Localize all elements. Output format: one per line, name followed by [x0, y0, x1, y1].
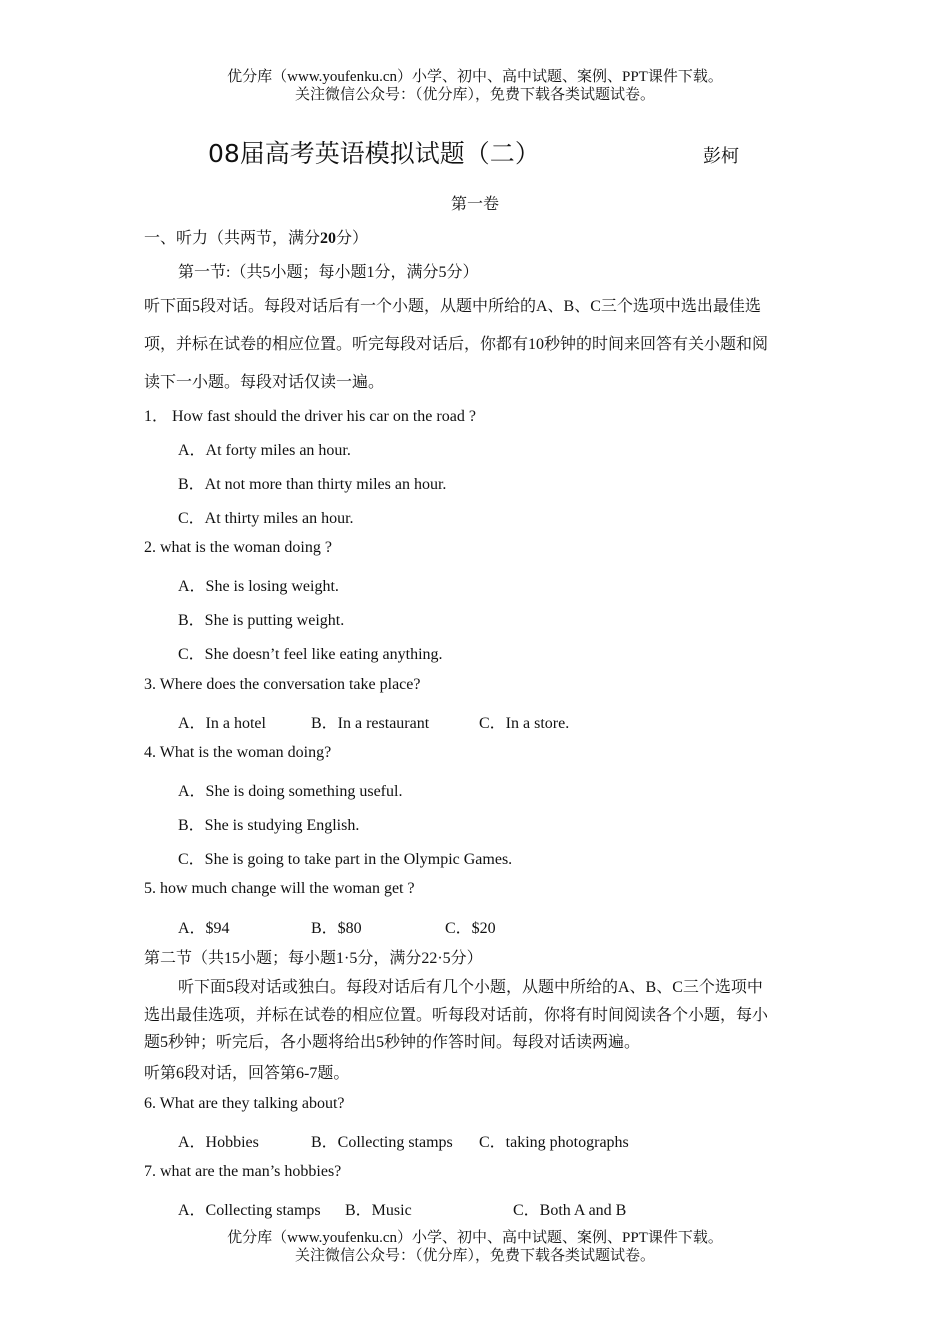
- q6-option-c: C．taking photographs: [479, 1134, 629, 1151]
- part2-instructions-line3: 题5秒钟；听完后，各小题将给出5秒钟的作答时间。每段对话读两遍。: [144, 1034, 641, 1051]
- q3-option-a: A．In a hotel: [178, 715, 266, 732]
- part1-instructions-line2: 项，并标在试卷的相应位置。听完每段对话后，你都有10秒钟的时间来回答有关小题和阅: [144, 336, 769, 353]
- question-7: 7. what are the man’s hobbies?: [144, 1163, 342, 1180]
- section1-heading: 一、听力（共两节，满分20分）: [144, 230, 369, 247]
- question-5: 5. how much change will the woman get ?: [144, 880, 415, 897]
- q6-option-a: A．Hobbies: [178, 1134, 259, 1151]
- q2-option-b: B．She is putting weight.: [178, 612, 345, 629]
- q4-option-b: B．She is studying English.: [178, 817, 360, 834]
- question-6: 6. What are they talking about?: [144, 1095, 345, 1112]
- q5-option-b: B．$80: [311, 920, 362, 937]
- part1-instructions-line3: 读下一小题。每段对话仅读一遍。: [144, 374, 385, 391]
- q3-option-c: C．In a store.: [479, 715, 570, 732]
- q7-option-b: B．Music: [345, 1202, 412, 1219]
- q7-option-c: C．Both A and B: [513, 1202, 627, 1219]
- listen-dialogue-6: 听第6段对话，回答第6-7题。: [144, 1065, 350, 1082]
- author-name: 彭柯: [703, 146, 739, 167]
- page-header-line1: 优分库（www.youfenku.cn）小学、初中、高中试题、案例、PPT课件下载。: [227, 69, 723, 85]
- part2-instructions-line2: 选出最佳选项，并标在试卷的相应位置。听每段对话前，你将有时间阅读各个小题，每小: [144, 1007, 769, 1024]
- page-header-line2: 关注微信公众号：（优分库），免费下载各类试题试卷。: [294, 87, 655, 103]
- q4-option-a: A．She is doing something useful.: [178, 783, 403, 800]
- document-title: 08届高考英语模拟试题（二）: [208, 139, 540, 168]
- question-3: 3. Where does the conversation take place?: [144, 676, 421, 693]
- q3-option-b: B．In a restaurant: [311, 715, 430, 732]
- q1-option-c: C．At thirty miles an hour.: [178, 510, 354, 527]
- q6-option-b: B．Collecting stamps: [311, 1134, 453, 1151]
- question-4: 4. What is the woman doing?: [144, 744, 332, 761]
- q4-option-c: C．She is going to take part in the Olympic Games.: [178, 851, 513, 868]
- page-footer-line1: 优分库（www.youfenku.cn）小学、初中、高中试题、案例、PPT课件下载。: [227, 1230, 723, 1246]
- q2-option-a: A．She is losing weight.: [178, 578, 339, 595]
- page-footer-line2: 关注微信公众号：（优分库），免费下载各类试题试卷。: [294, 1248, 655, 1264]
- question-1: 1． How fast should the driver his car on the road ?: [144, 408, 476, 425]
- q2-option-c: C．She doesn’t feel like eating anything.: [178, 646, 443, 663]
- volume-heading: 第一卷: [450, 196, 499, 213]
- q1-option-a: A．At forty miles an hour.: [178, 442, 351, 459]
- q5-option-c: C．$20: [445, 920, 496, 937]
- part2-instructions-line1: 听下面5段对话或独白。每段对话后有几个小题，从题中所给的A、B、C三个选项中: [178, 979, 763, 996]
- q1-option-b: B．At not more than thirty miles an hour.: [178, 476, 447, 493]
- part1-heading: 第一节:（共5小题；每小题1分，满分5分）: [178, 264, 479, 281]
- question-2: 2. what is the woman doing ?: [144, 539, 332, 556]
- q5-option-a: A．$94: [178, 920, 230, 937]
- part1-instructions-line1: 听下面5段对话。每段对话后有一个小题，从题中所给的A、B、C三个选项中选出最佳选: [144, 298, 761, 315]
- q7-option-a: A．Collecting stamps: [178, 1202, 321, 1219]
- part2-heading: 第二节（共15小题；每小题1·5分，满分22·5分）: [144, 950, 483, 967]
